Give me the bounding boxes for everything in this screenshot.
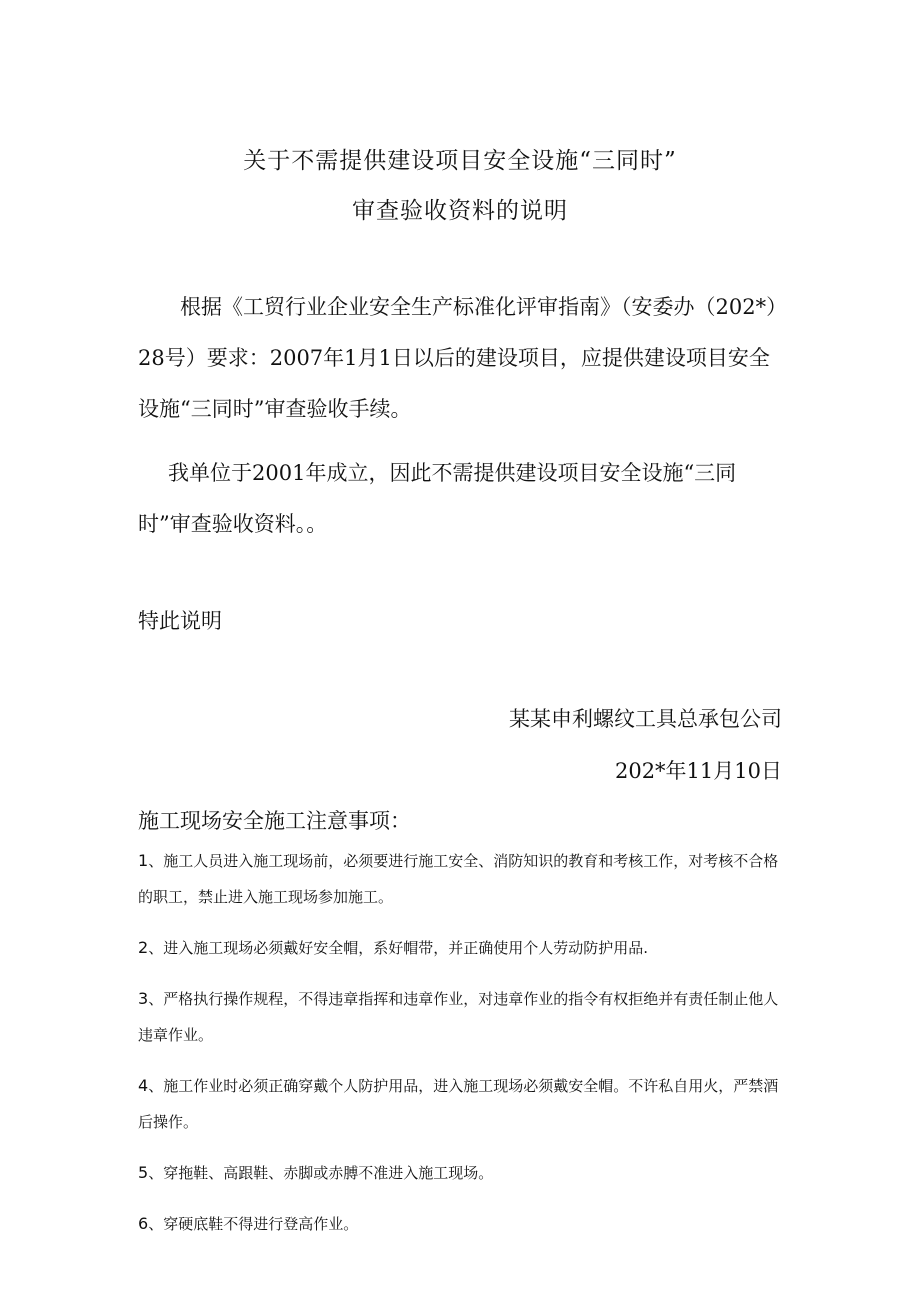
document-title-line-2: 审查验收资料的说明 <box>352 198 568 224</box>
list-item <box>138 843 786 915</box>
list-item-number: 5 <box>138 1163 149 1182</box>
signature-date: 202*年11月10日 <box>614 759 782 783</box>
list-item-text: 、施工人员进入施工现场前，必须要进行施工安全、消防知识的教育和考核工作，对考核不合格的职工，禁止进入施工现场参加施工。 <box>138 852 779 906</box>
paragraph-requirement: 根据《工贸行业企业安全生产标准化评审指南》（安委办（202*）28号）要求：2007年1月1日以后的建设项目，应提供建设项目安全设施“三同时”审查验收手续。 <box>138 295 777 421</box>
paragraph-statement: 我单位于2001年成立，因此不需提供建设项目安全设施“三同时”审查验收资料。。 <box>138 461 737 536</box>
list-item <box>138 930 786 966</box>
signature-company: 某某申利螺纹工具总承包公司 <box>509 707 782 731</box>
list-item-text: 、穿硬底鞋不得进行登高作业。 <box>148 1215 359 1233</box>
list-item <box>138 981 786 1053</box>
list-item <box>138 1155 786 1191</box>
list-item-number: 2 <box>138 938 149 957</box>
list-item <box>138 1068 786 1140</box>
list-item-number: 3 <box>138 989 149 1008</box>
list-item-text: 、进入施工现场必须戴好安全帽，系好帽带，并正确使用个人劳动防护用品. <box>148 939 648 957</box>
list-item-number: 1 <box>138 851 149 870</box>
list-item-number: 6 <box>138 1214 149 1233</box>
closing-remark: 特此说明 <box>138 609 222 633</box>
list-item-text: 、穿拖鞋、高跟鞋、赤脚或赤膊不准进入施工现场。 <box>148 1164 494 1182</box>
notice-list <box>138 843 786 1257</box>
list-item-text: 、严格执行操作规程，不得违章指挥和违章作业，对违章作业的指令有权拒绝并有责任制止他人违章作业。 <box>138 990 779 1044</box>
list-item-text: 、施工作业时必须正确穿戴个人防护用品，进入施工现场必须戴安全帽。不许私自用火，严禁酒后操作。 <box>138 1077 779 1131</box>
notice-heading: 施工现场安全施工注意事项： <box>138 809 411 833</box>
list-item <box>138 1206 786 1242</box>
list-item-number: 4 <box>138 1076 149 1095</box>
document-title-line-1: 关于不需提供建设项目安全设施“三同时” <box>243 148 677 174</box>
